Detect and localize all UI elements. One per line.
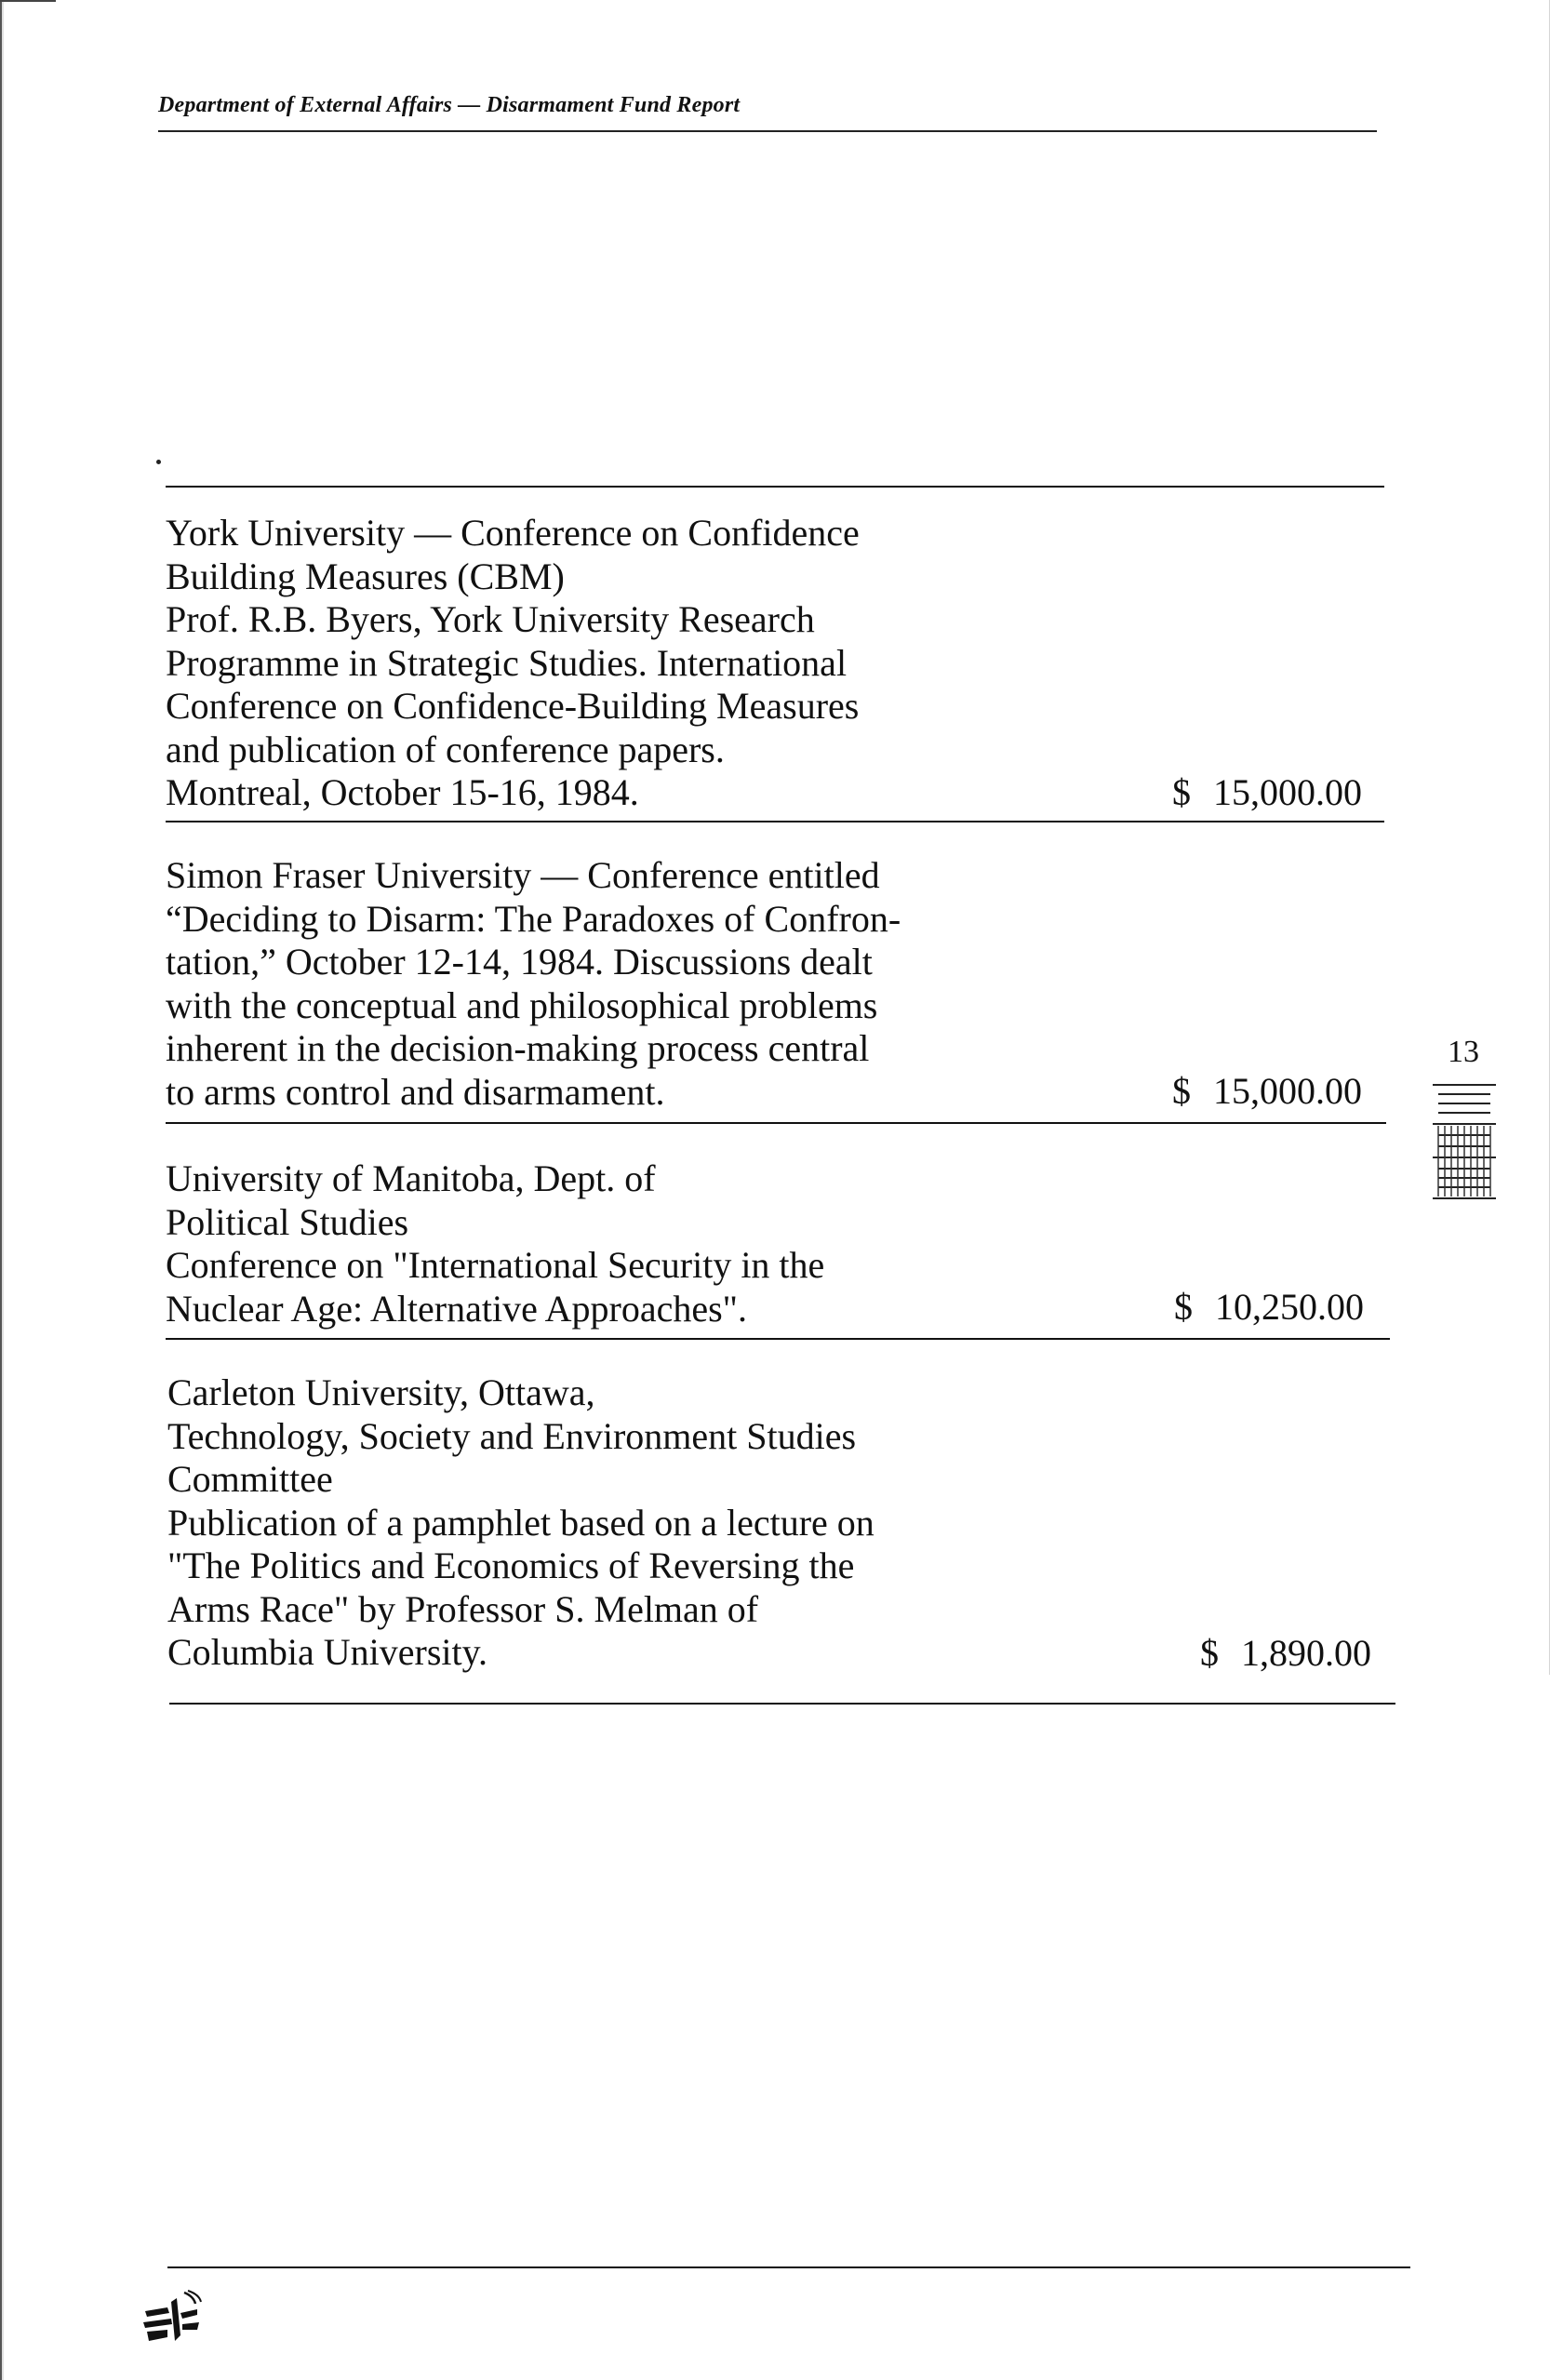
scan-right-edge [1549, 0, 1550, 1675]
grant-amount [1200, 1632, 1371, 1676]
entry-text-line: Simon Fraser University — Conference entitled [166, 854, 880, 896]
entry-text-line: Building Measures (CBM) [166, 555, 565, 597]
running-header: Department of External Affairs — Disarmament Fund Report [158, 93, 741, 117]
entry-text-line: Columbia University. [167, 1631, 488, 1673]
currency-symbol: $ [1200, 1632, 1219, 1674]
divider-rule [166, 486, 1384, 488]
scan-edge-shadow [0, 0, 2, 2380]
scan-corner-mark [0, 0, 56, 2]
currency-symbol: $ [1172, 1070, 1191, 1112]
government-emblem-icon [140, 2289, 205, 2347]
grant-entry-simon-fraser [166, 854, 901, 1114]
grant-amount [1174, 1286, 1364, 1330]
entry-text-line: with the conceptual and philosophical problems [166, 983, 878, 1026]
entry-text-line: and publication of conference papers. [166, 728, 725, 770]
entry-text-line: Montreal, October 15-16, 1984. [166, 771, 639, 813]
thumb-index-marks [1429, 1081, 1500, 1239]
entry-text-line: Publication of a pamphlet based on a lecture on [167, 1501, 874, 1544]
entry-text-line: Committee [167, 1458, 333, 1500]
amount-value: 10,250.00 [1215, 1286, 1364, 1328]
entry-text-line: Technology, Society and Environment Studies [167, 1414, 857, 1457]
footer-rule [167, 2266, 1410, 2268]
divider-rule [166, 821, 1384, 822]
entry-text-line: “Deciding to Disarm: The Paradoxes of Confron- [166, 897, 901, 940]
entry-text-line: to arms control and disarmament. [166, 1070, 665, 1113]
entry-text-line: Nuclear Age: Alternative Approaches". [166, 1287, 747, 1330]
grant-amount [1172, 771, 1362, 815]
stray-mark [156, 460, 161, 464]
entry-text-line: tation,” October 12-14, 1984. Discussions dealt [166, 941, 873, 983]
divider-rule [169, 1703, 1395, 1705]
amount-value: 15,000.00 [1213, 771, 1362, 813]
entry-text-line: Prof. R.B. Byers, York University Research [166, 598, 815, 640]
page-number: 13 [1448, 1035, 1479, 1069]
header-rule [158, 130, 1377, 132]
grant-entry-carleton [167, 1371, 874, 1675]
currency-symbol: $ [1172, 771, 1191, 813]
grant-entry-manitoba [166, 1157, 824, 1330]
divider-rule [166, 1122, 1386, 1124]
grant-amount [1172, 1070, 1362, 1114]
entry-text-line: Political Studies [166, 1200, 409, 1243]
entry-text-line: inherent in the decision-making process central [166, 1027, 870, 1069]
amount-value: 1,890.00 [1241, 1632, 1371, 1674]
entry-text-line: Programme in Strategic Studies. International [166, 641, 848, 684]
divider-rule [166, 1338, 1390, 1340]
entry-text-line: York University — Conference on Confidence [166, 512, 860, 554]
entry-text-line: Conference on Confidence-Building Measures [166, 685, 860, 727]
amount-value: 15,000.00 [1213, 1070, 1362, 1112]
entry-text-line: "The Politics and Economics of Reversing the [167, 1544, 855, 1586]
entry-text-line: University of Manitoba, Dept. of [166, 1157, 656, 1199]
entry-text-line: Conference on "International Security in the [166, 1244, 825, 1286]
entry-text-line: Arms Race" by Professor S. Melman of [167, 1587, 759, 1630]
entry-text-line: Carleton University, Ottawa, [167, 1371, 595, 1413]
currency-symbol: $ [1174, 1286, 1193, 1328]
grant-entry-york [166, 512, 860, 815]
